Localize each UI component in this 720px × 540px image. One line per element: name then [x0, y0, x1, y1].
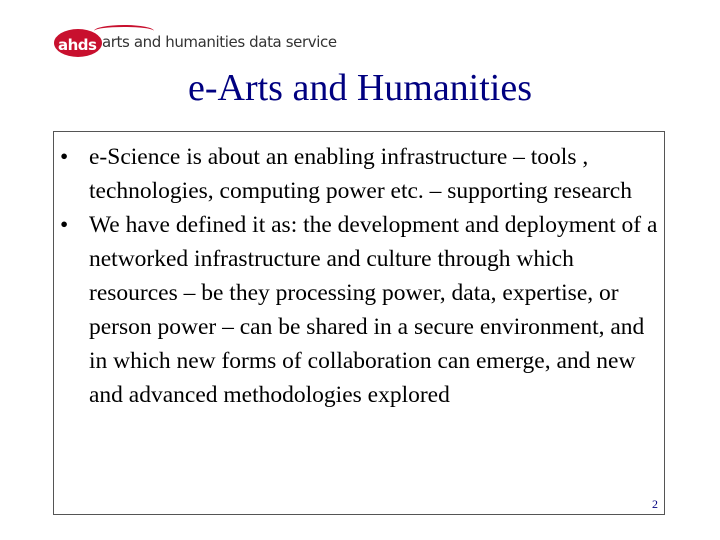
- bullet-text: We have defined it as: the development and deployment of a networked infrastructure and culture through which resources – be they processing power, data, expertise, or person power – can be shared in a secure environment, and in which new forms of collaboration can emerge, and new and advanced methodologies explored: [89, 212, 658, 408]
- bullet-item: [60, 140, 660, 208]
- bullet-item: [60, 208, 660, 412]
- bullet-icon: •: [60, 212, 69, 238]
- ahds-logo: [54, 25, 354, 61]
- logo-abbreviation: ahds: [58, 36, 97, 54]
- page-number: 2: [652, 497, 658, 511]
- bullet-icon: •: [60, 144, 69, 170]
- bullet-list: [60, 140, 660, 412]
- logo-ellipse-icon: [54, 29, 102, 57]
- bullet-text: e-Science is about an enabling infrastructure – tools , technologies, computing power etc. – supporting research: [89, 144, 632, 204]
- content-box: [53, 131, 665, 515]
- slide-title: e-Arts and Humanities: [187, 67, 533, 109]
- logo-text: arts and humanities data service: [102, 33, 337, 51]
